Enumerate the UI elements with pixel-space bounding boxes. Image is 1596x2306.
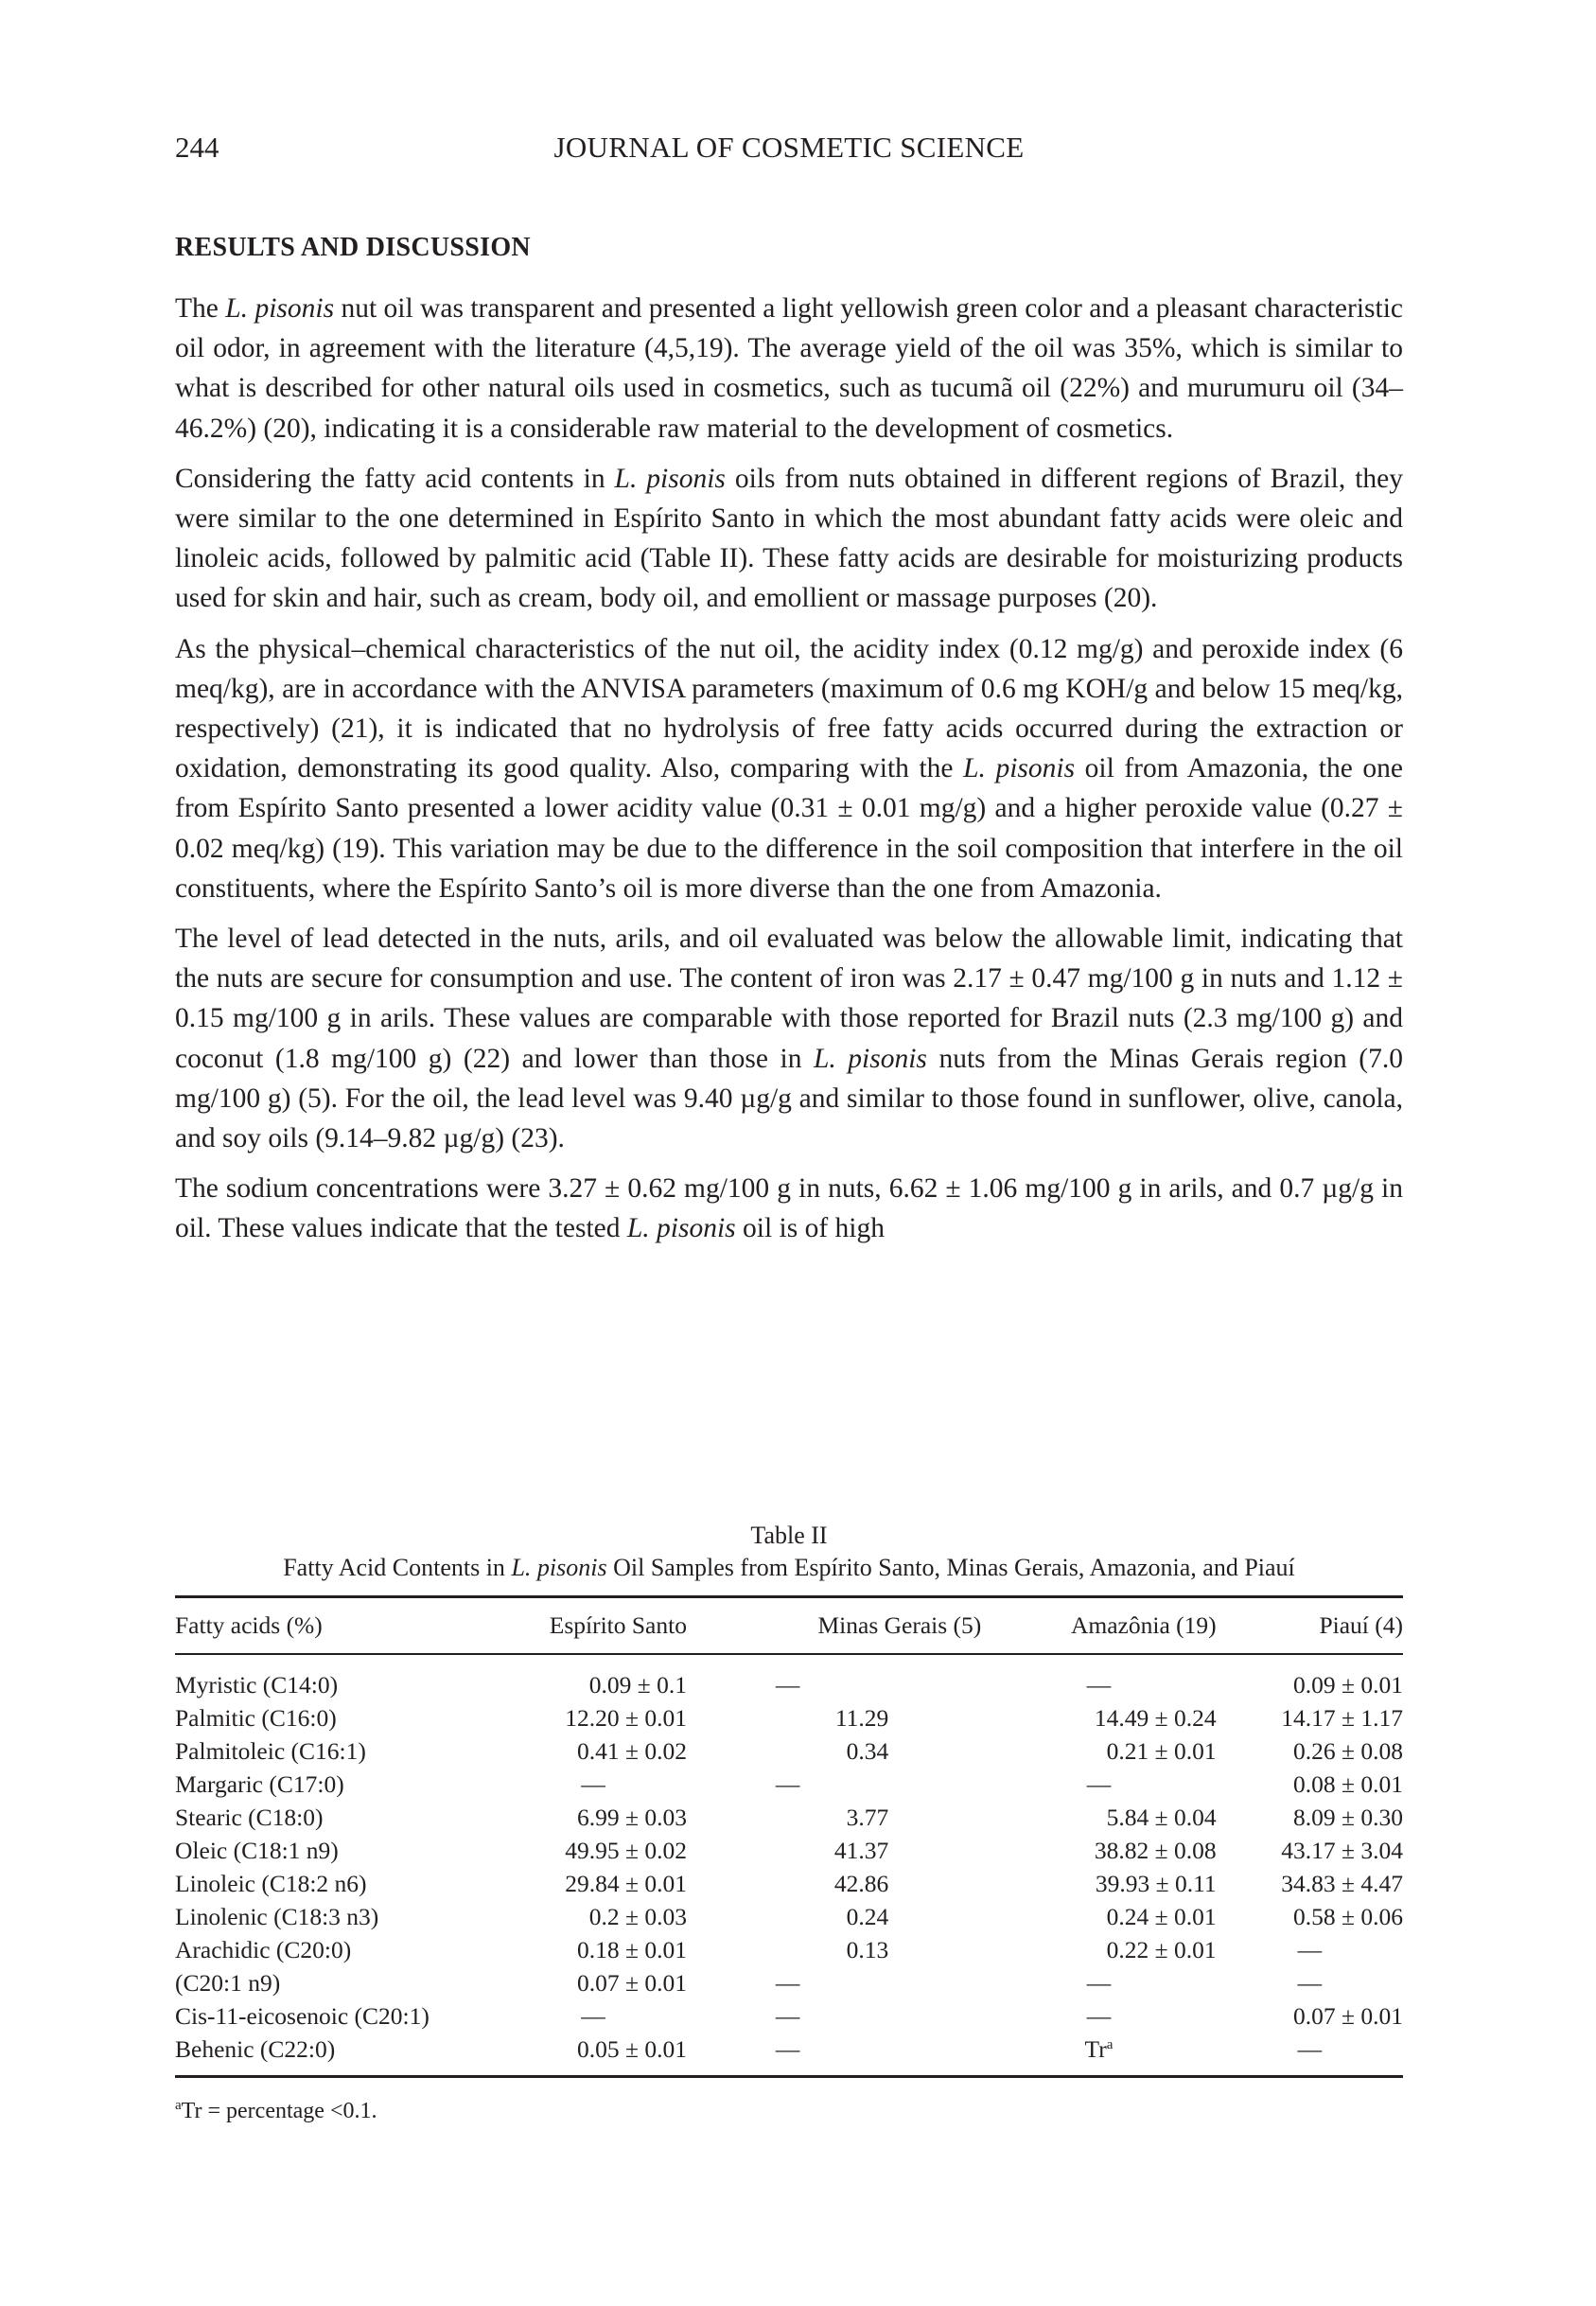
species-name: L. pisonis — [963, 753, 1076, 784]
table-row — [175, 1900, 1403, 1933]
column-header: Amazônia (19) — [1070, 1611, 1217, 1639]
column-header: Espírito Santo — [549, 1611, 687, 1639]
table-row — [175, 1668, 1403, 1701]
paragraph: The sodium concentrations were 3.27 ± 0.62 mg/100 g in nuts, 6.62 ± 1.06 mg/100 g in arils, and 0.7 µg/g in oil. These values indicate that the tested L. pisonis oil is of high — [175, 1173, 1403, 1244]
table-cell: 34.83 ± 4.47 — [1281, 1869, 1403, 1897]
fatty-acid-name: Margaric (C17:0) — [175, 1769, 344, 1798]
table-cell: 5.84 ± 0.04 — [1106, 1803, 1217, 1831]
table-row — [175, 1801, 1403, 1834]
table-cell: — — [1086, 1769, 1112, 1798]
fatty-acid-name: Stearic (C18:0) — [175, 1803, 324, 1831]
table-cell: 0.18 ± 0.01 — [576, 1935, 687, 1963]
table-cell: — — [1297, 2034, 1323, 2063]
table-cell: — — [775, 1670, 800, 1699]
table-cell: 0.26 ± 0.08 — [1293, 1736, 1403, 1765]
fatty-acid-name: (C20:1 n9) — [175, 1968, 281, 1997]
table-cell: 14.17 ± 1.17 — [1281, 1703, 1403, 1732]
table-cell: 0.41 ± 0.02 — [576, 1736, 687, 1765]
table-cell: — — [1086, 1968, 1112, 1997]
table-cell: 0.07 ± 0.01 — [576, 1968, 687, 1997]
table-cell: 43.17 ± 3.04 — [1281, 1836, 1403, 1864]
table-cell: 0.58 ± 0.06 — [1293, 1902, 1403, 1930]
table-cell: 38.82 ± 0.08 — [1094, 1836, 1217, 1864]
table-row — [175, 1834, 1403, 1867]
table-row — [175, 2033, 1403, 2066]
table-cell: — — [581, 2001, 605, 2030]
paragraph: The L. pisonis nut oil was transparent and presented a light yellowish green color and a pleasant characteristic oil odor, in agreement with the literature (4,5,19). The average yield of the oil was 35%, which is similar to what is described for other natural oils used in cosmetics, such as tucumã oil (22%) and murumuru oil (34–46.2%) (20), indicating it is a considerable raw material to the development of cosmetics. — [175, 293, 1403, 444]
fatty-acid-name: Palmitoleic (C16:1) — [175, 1736, 366, 1765]
fatty-acid-name: Oleic (C18:1 n9) — [175, 1836, 339, 1864]
table-row — [175, 1768, 1403, 1801]
fatty-acid-name: Arachidic (C20:0) — [175, 1935, 352, 1963]
table-cell: 0.21 ± 0.01 — [1106, 1736, 1217, 1765]
table-cell: 0.22 ± 0.01 — [1106, 1935, 1217, 1963]
table-cell: — — [1297, 1935, 1323, 1963]
fatty-acid-table — [175, 1598, 1403, 2066]
table-cell: 0.08 ± 0.01 — [1293, 1769, 1403, 1798]
table-cell: Tr$^a$ — [1084, 2034, 1114, 2063]
table-cell: — — [775, 1968, 800, 1997]
table-cell: 3.77 — [846, 1803, 889, 1831]
table-cell: 11.29 — [834, 1703, 889, 1732]
table-cell: 41.37 — [833, 1836, 889, 1864]
table-cell: 39.93 ± 0.11 — [1095, 1869, 1217, 1897]
table-cell: 0.09 ± 0.01 — [1293, 1670, 1403, 1699]
table-bottom-rule — [175, 2075, 1403, 2078]
table-cell: 42.86 — [833, 1869, 889, 1897]
fatty-acid-name: Palmitic (C16:0) — [175, 1703, 337, 1732]
table-cell: — — [775, 2001, 800, 2030]
table-cell: 12.20 ± 0.01 — [565, 1703, 687, 1732]
journal-title: JOURNAL OF COSMETIC SCIENCE — [553, 131, 1025, 164]
table-row — [175, 1933, 1403, 1966]
table-cell: — — [775, 1769, 800, 1798]
page-number: 244 — [175, 131, 219, 164]
fatty-acid-name: Myristic (C14:0) — [175, 1670, 339, 1699]
table-cell: — — [1086, 2001, 1112, 2030]
table-cell: 6.99 ± 0.03 — [576, 1803, 687, 1831]
species-name: L. pisonis — [614, 463, 726, 494]
running-head — [175, 131, 1403, 168]
table-cell: 0.05 ± 0.01 — [576, 2034, 687, 2063]
table-cell: 29.84 ± 0.01 — [565, 1869, 687, 1897]
species-name: L. pisonis — [814, 1043, 927, 1074]
fatty-acid-name: Linoleic (C18:2 n6) — [175, 1869, 367, 1897]
table-cell: — — [775, 2034, 800, 2063]
column-header: Minas Gerais (5) — [817, 1611, 982, 1639]
table-cell: — — [1086, 1670, 1112, 1699]
column-header: Piauí (4) — [1319, 1611, 1403, 1639]
table-cell: 0.09 ± 0.1 — [588, 1670, 687, 1699]
section-heading: RESULTS AND DISCUSSION — [175, 233, 531, 262]
table-cell: — — [1297, 1968, 1323, 1997]
paragraph: The level of lead detected in the nuts, arils, and oil evaluated was below the allowable limit, indicating that the nuts are secure for consumption and use. The content of iron was 2.17 ± 0.47 mg/100 g in nuts and 1.12 ± 0.15 mg/100 g in arils. These values are comparable with those reported for Brazil nuts (2.3 mg/100 g) and coconut (1.8 mg/100 g) (22) and lower than those in L. pisonis nuts from the Minas Gerais region (7.0 mg/100 g) (5). For the oil, the lead level was 9.40 µg/g and similar to those found in sunflower, olive, canola, and soy oils (9.14–9.82 µg/g) (23). — [175, 924, 1403, 1154]
table-row — [175, 1867, 1403, 1900]
fatty-acid-name: Cis-11-eicosenoic (C20:1) — [175, 2001, 430, 2030]
fatty-acid-name: Linolenic (C18:3 n3) — [175, 1902, 379, 1930]
table-row — [175, 1966, 1403, 1999]
table-2 — [175, 1520, 1403, 2124]
species-name: L. pisonis — [225, 293, 335, 324]
table-header-row — [175, 1598, 1403, 1653]
table-cell: 8.09 ± 0.30 — [1293, 1803, 1403, 1831]
table-cell: — — [581, 1769, 605, 1798]
table-cell: 0.24 — [846, 1902, 889, 1930]
paragraph: Considering the fatty acid contents in L. pisonis oils from nuts obtained in different regions of Brazil, they were similar to the one determined in Espírito Santo in which the most abundant fatty acids were oleic and linoleic acids, followed by palmitic acid (Table II). These fatty acids are desirable for moisturizing products used for skin and hair, such as cream, body oil, and emollient or massage purposes (20). — [175, 463, 1403, 614]
table-cell: 0.07 ± 0.01 — [1293, 2001, 1403, 2030]
table-cell: 0.24 ± 0.01 — [1106, 1902, 1217, 1930]
fatty-acid-name: Behenic (C22:0) — [175, 2034, 336, 2063]
table-cell: 49.95 ± 0.02 — [565, 1836, 687, 1864]
table-cell: 0.34 — [846, 1736, 889, 1765]
table-title: Table II — [750, 1522, 828, 1549]
table-cell: 0.2 ± 0.03 — [588, 1902, 687, 1930]
paragraph: As the physical–chemical characteristics of the nut oil, the acidity index (0.12 mg/g) and peroxide index (6 meq/kg), are in accordance with the ANVISA parameters (maximum of 0.6 mg KOH/g and below 15 meq/kg, respectively) (21), it is indicated that no hydrolysis of free fatty acids occurred during the extraction or oxidation, demonstrating its good quality. Also, comparing with the L. pisonis oil from Amazonia, the one from Espírito Santo presented a lower acidity value (0.31 ± 0.01 mg/g) and a higher peroxide value (0.27 ± 0.02 meq/kg) (19). This variation may be due to the difference in the soil composition that interfere in the oil constituents, where the Espírito Santo’s oil is more diverse than the one from Amazonia. — [175, 633, 1404, 904]
table-cell: 0.13 — [846, 1935, 889, 1963]
table-row — [175, 1734, 1403, 1768]
column-header: Fatty acids (%) — [175, 1611, 323, 1639]
species-name: L. pisonis — [511, 1554, 607, 1581]
table-footnote: $^a$Tr = percentage <0.1. — [175, 2097, 377, 2123]
table-cell: 14.49 ± 0.24 — [1094, 1703, 1217, 1732]
table-row — [175, 1999, 1403, 2033]
table-caption: Fatty Acid Contents in L. pisonis Oil Samples from Espírito Santo, Minas Gerais, Amazonia, and Piauí — [283, 1554, 1295, 1581]
table-row — [175, 1701, 1403, 1734]
species-name: L. pisonis — [626, 1213, 736, 1244]
body-text — [175, 289, 1403, 1259]
